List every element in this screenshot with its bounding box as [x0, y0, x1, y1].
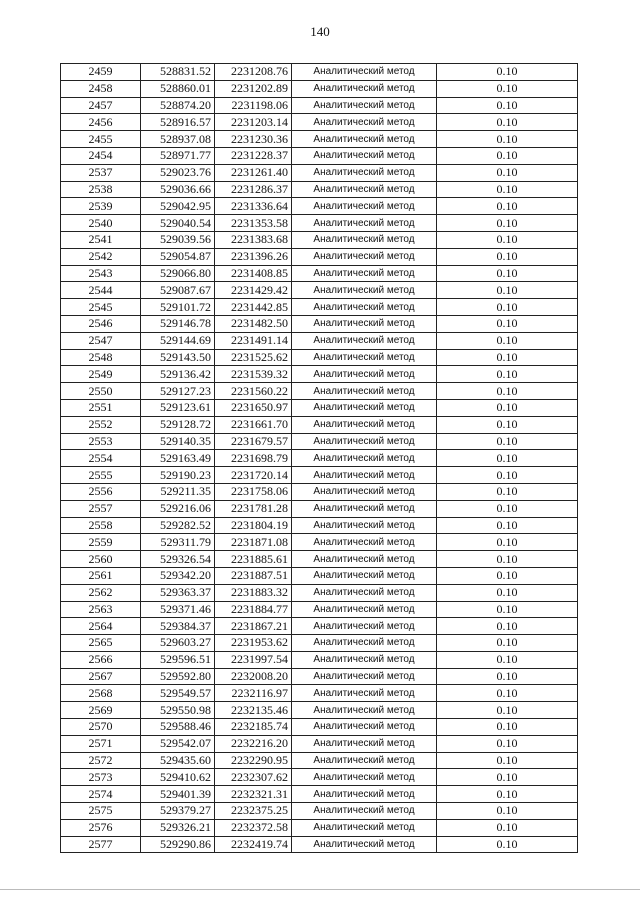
y-coordinate-cell: 2232008.20 — [215, 668, 292, 685]
point-number-cell: 2576 — [61, 819, 141, 836]
accuracy-cell: 0.10 — [437, 500, 578, 517]
method-cell: Аналитический метод — [292, 551, 437, 568]
accuracy-cell: 0.10 — [437, 735, 578, 752]
accuracy-cell: 0.10 — [437, 483, 578, 500]
table-row — [61, 299, 578, 316]
x-coordinate-cell: 529128.72 — [141, 416, 215, 433]
x-coordinate-cell: 528831.52 — [141, 64, 215, 81]
accuracy-cell: 0.10 — [437, 635, 578, 652]
method-cell: Аналитический метод — [292, 231, 437, 248]
x-coordinate-cell: 529282.52 — [141, 517, 215, 534]
table-row — [61, 450, 578, 467]
accuracy-cell: 0.10 — [437, 685, 578, 702]
y-coordinate-cell: 2231758.06 — [215, 483, 292, 500]
accuracy-cell: 0.10 — [437, 366, 578, 383]
y-coordinate-cell: 2231261.40 — [215, 164, 292, 181]
y-coordinate-cell: 2232419.74 — [215, 836, 292, 853]
accuracy-cell: 0.10 — [437, 702, 578, 719]
table-row — [61, 567, 578, 584]
x-coordinate-cell: 529384.37 — [141, 618, 215, 635]
y-coordinate-cell: 2231286.37 — [215, 181, 292, 198]
point-number-cell: 2560 — [61, 551, 141, 568]
x-coordinate-cell: 529216.06 — [141, 500, 215, 517]
x-coordinate-cell: 529127.23 — [141, 383, 215, 400]
x-coordinate-cell: 529146.78 — [141, 315, 215, 332]
x-coordinate-cell: 529143.50 — [141, 349, 215, 366]
table-row — [61, 215, 578, 232]
accuracy-cell: 0.10 — [437, 803, 578, 820]
x-coordinate-cell: 529435.60 — [141, 752, 215, 769]
y-coordinate-cell: 2231661.70 — [215, 416, 292, 433]
method-cell: Аналитический метод — [292, 719, 437, 736]
point-number-cell: 2565 — [61, 635, 141, 652]
table-row — [61, 467, 578, 484]
method-cell: Аналитический метод — [292, 618, 437, 635]
table-row — [61, 383, 578, 400]
accuracy-cell: 0.10 — [437, 651, 578, 668]
table-row — [61, 315, 578, 332]
x-coordinate-cell: 528874.20 — [141, 97, 215, 114]
x-coordinate-cell: 528937.08 — [141, 131, 215, 148]
table-row — [61, 164, 578, 181]
table-row — [61, 349, 578, 366]
x-coordinate-cell: 529592.80 — [141, 668, 215, 685]
table-row — [61, 719, 578, 736]
method-cell: Аналитический метод — [292, 416, 437, 433]
table-row — [61, 114, 578, 131]
x-coordinate-cell: 529311.79 — [141, 534, 215, 551]
y-coordinate-cell: 2232290.95 — [215, 752, 292, 769]
table-row — [61, 198, 578, 215]
table-row — [61, 181, 578, 198]
y-coordinate-cell: 2231482.50 — [215, 315, 292, 332]
accuracy-cell: 0.10 — [437, 265, 578, 282]
point-number-cell: 2542 — [61, 248, 141, 265]
point-number-cell: 2574 — [61, 786, 141, 803]
point-number-cell: 2566 — [61, 651, 141, 668]
point-number-cell: 2573 — [61, 769, 141, 786]
table-row — [61, 147, 578, 164]
point-number-cell: 2541 — [61, 231, 141, 248]
accuracy-cell: 0.10 — [437, 601, 578, 618]
x-coordinate-cell: 528860.01 — [141, 80, 215, 97]
y-coordinate-cell: 2232185.74 — [215, 719, 292, 736]
point-number-cell: 2456 — [61, 114, 141, 131]
method-cell: Аналитический метод — [292, 97, 437, 114]
table-row — [61, 584, 578, 601]
point-number-cell: 2563 — [61, 601, 141, 618]
x-coordinate-cell: 529550.98 — [141, 702, 215, 719]
table-row — [61, 668, 578, 685]
method-cell: Аналитический метод — [292, 64, 437, 81]
table-row — [61, 601, 578, 618]
point-number-cell: 2540 — [61, 215, 141, 232]
coordinates-table — [60, 63, 578, 853]
table-row — [61, 551, 578, 568]
method-cell: Аналитический метод — [292, 433, 437, 450]
y-coordinate-cell: 2231353.58 — [215, 215, 292, 232]
x-coordinate-cell: 529326.21 — [141, 819, 215, 836]
table-row — [61, 836, 578, 853]
y-coordinate-cell: 2231867.21 — [215, 618, 292, 635]
accuracy-cell: 0.10 — [437, 467, 578, 484]
y-coordinate-cell: 2231491.14 — [215, 332, 292, 349]
method-cell: Аналитический метод — [292, 399, 437, 416]
y-coordinate-cell: 2232307.62 — [215, 769, 292, 786]
method-cell: Аналитический метод — [292, 651, 437, 668]
x-coordinate-cell: 529211.35 — [141, 483, 215, 500]
point-number-cell: 2572 — [61, 752, 141, 769]
point-number-cell: 2548 — [61, 349, 141, 366]
accuracy-cell: 0.10 — [437, 567, 578, 584]
point-number-cell: 2458 — [61, 80, 141, 97]
point-number-cell: 2554 — [61, 450, 141, 467]
x-coordinate-cell: 529542.07 — [141, 735, 215, 752]
method-cell: Аналитический метод — [292, 735, 437, 752]
accuracy-cell: 0.10 — [437, 786, 578, 803]
x-coordinate-cell: 529290.86 — [141, 836, 215, 853]
y-coordinate-cell: 2231884.77 — [215, 601, 292, 618]
table-row — [61, 517, 578, 534]
point-number-cell: 2567 — [61, 668, 141, 685]
x-coordinate-cell: 528916.57 — [141, 114, 215, 131]
accuracy-cell: 0.10 — [437, 248, 578, 265]
accuracy-cell: 0.10 — [437, 399, 578, 416]
table-row — [61, 500, 578, 517]
y-coordinate-cell: 2231396.26 — [215, 248, 292, 265]
accuracy-cell: 0.10 — [437, 80, 578, 97]
x-coordinate-cell: 529123.61 — [141, 399, 215, 416]
accuracy-cell: 0.10 — [437, 131, 578, 148]
x-coordinate-cell: 529371.46 — [141, 601, 215, 618]
y-coordinate-cell: 2231203.14 — [215, 114, 292, 131]
accuracy-cell: 0.10 — [437, 534, 578, 551]
x-coordinate-cell: 529040.54 — [141, 215, 215, 232]
accuracy-cell: 0.10 — [437, 215, 578, 232]
method-cell: Аналитический метод — [292, 668, 437, 685]
accuracy-cell: 0.10 — [437, 668, 578, 685]
y-coordinate-cell: 2232116.97 — [215, 685, 292, 702]
method-cell: Аналитический метод — [292, 248, 437, 265]
y-coordinate-cell: 2231336.64 — [215, 198, 292, 215]
point-number-cell: 2538 — [61, 181, 141, 198]
point-number-cell: 2457 — [61, 97, 141, 114]
point-number-cell: 2454 — [61, 147, 141, 164]
method-cell: Аналитический метод — [292, 114, 437, 131]
accuracy-cell: 0.10 — [437, 618, 578, 635]
y-coordinate-cell: 2231383.68 — [215, 231, 292, 248]
point-number-cell: 2564 — [61, 618, 141, 635]
point-number-cell: 2552 — [61, 416, 141, 433]
method-cell: Аналитический метод — [292, 198, 437, 215]
table-row — [61, 618, 578, 635]
method-cell: Аналитический метод — [292, 349, 437, 366]
method-cell: Аналитический метод — [292, 315, 437, 332]
y-coordinate-cell: 2231887.51 — [215, 567, 292, 584]
x-coordinate-cell: 529190.23 — [141, 467, 215, 484]
accuracy-cell: 0.10 — [437, 769, 578, 786]
table-row — [61, 752, 578, 769]
point-number-cell: 2568 — [61, 685, 141, 702]
accuracy-cell: 0.10 — [437, 282, 578, 299]
point-number-cell: 2547 — [61, 332, 141, 349]
table-row — [61, 819, 578, 836]
x-coordinate-cell: 529039.56 — [141, 231, 215, 248]
point-number-cell: 2558 — [61, 517, 141, 534]
point-number-cell: 2559 — [61, 534, 141, 551]
table-row — [61, 282, 578, 299]
y-coordinate-cell: 2231885.61 — [215, 551, 292, 568]
method-cell: Аналитический метод — [292, 366, 437, 383]
point-number-cell: 2557 — [61, 500, 141, 517]
y-coordinate-cell: 2231883.32 — [215, 584, 292, 601]
table-row — [61, 534, 578, 551]
accuracy-cell: 0.10 — [437, 114, 578, 131]
method-cell: Аналитический метод — [292, 483, 437, 500]
method-cell: Аналитический метод — [292, 500, 437, 517]
y-coordinate-cell: 2231408.85 — [215, 265, 292, 282]
method-cell: Аналитический метод — [292, 450, 437, 467]
accuracy-cell: 0.10 — [437, 819, 578, 836]
y-coordinate-cell: 2231698.79 — [215, 450, 292, 467]
method-cell: Аналитический метод — [292, 80, 437, 97]
x-coordinate-cell: 529140.35 — [141, 433, 215, 450]
table-row — [61, 366, 578, 383]
bottom-divider — [0, 889, 640, 890]
point-number-cell: 2455 — [61, 131, 141, 148]
x-coordinate-cell: 529596.51 — [141, 651, 215, 668]
point-number-cell: 2551 — [61, 399, 141, 416]
method-cell: Аналитический метод — [292, 147, 437, 164]
y-coordinate-cell: 2231539.32 — [215, 366, 292, 383]
table-row — [61, 416, 578, 433]
point-number-cell: 2555 — [61, 467, 141, 484]
y-coordinate-cell: 2231871.08 — [215, 534, 292, 551]
x-coordinate-cell: 529588.46 — [141, 719, 215, 736]
x-coordinate-cell: 529036.66 — [141, 181, 215, 198]
method-cell: Аналитический метод — [292, 164, 437, 181]
y-coordinate-cell: 2231953.62 — [215, 635, 292, 652]
point-number-cell: 2562 — [61, 584, 141, 601]
table-body — [61, 64, 578, 853]
accuracy-cell: 0.10 — [437, 164, 578, 181]
point-number-cell: 2549 — [61, 366, 141, 383]
table-row — [61, 265, 578, 282]
table-row — [61, 803, 578, 820]
y-coordinate-cell: 2231202.89 — [215, 80, 292, 97]
y-coordinate-cell: 2232321.31 — [215, 786, 292, 803]
method-cell: Аналитический метод — [292, 467, 437, 484]
table-row — [61, 735, 578, 752]
accuracy-cell: 0.10 — [437, 836, 578, 853]
method-cell: Аналитический метод — [292, 803, 437, 820]
method-cell: Аналитический метод — [292, 534, 437, 551]
y-coordinate-cell: 2231442.85 — [215, 299, 292, 316]
accuracy-cell: 0.10 — [437, 97, 578, 114]
x-coordinate-cell: 529410.62 — [141, 769, 215, 786]
method-cell: Аналитический метод — [292, 383, 437, 400]
point-number-cell: 2543 — [61, 265, 141, 282]
y-coordinate-cell: 2231228.37 — [215, 147, 292, 164]
table-row — [61, 399, 578, 416]
method-cell: Аналитический метод — [292, 332, 437, 349]
method-cell: Аналитический метод — [292, 819, 437, 836]
point-number-cell: 2539 — [61, 198, 141, 215]
accuracy-cell: 0.10 — [437, 198, 578, 215]
point-number-cell: 2544 — [61, 282, 141, 299]
accuracy-cell: 0.10 — [437, 349, 578, 366]
table-row — [61, 483, 578, 500]
table-row — [61, 786, 578, 803]
method-cell: Аналитический метод — [292, 786, 437, 803]
method-cell: Аналитический метод — [292, 265, 437, 282]
method-cell: Аналитический метод — [292, 181, 437, 198]
method-cell: Аналитический метод — [292, 299, 437, 316]
x-coordinate-cell: 529163.49 — [141, 450, 215, 467]
x-coordinate-cell: 529549.57 — [141, 685, 215, 702]
accuracy-cell: 0.10 — [437, 551, 578, 568]
table-row — [61, 635, 578, 652]
x-coordinate-cell: 529066.80 — [141, 265, 215, 282]
accuracy-cell: 0.10 — [437, 181, 578, 198]
y-coordinate-cell: 2231560.22 — [215, 383, 292, 400]
accuracy-cell: 0.10 — [437, 450, 578, 467]
accuracy-cell: 0.10 — [437, 517, 578, 534]
y-coordinate-cell: 2231525.62 — [215, 349, 292, 366]
x-coordinate-cell: 529379.27 — [141, 803, 215, 820]
table-row — [61, 97, 578, 114]
y-coordinate-cell: 2231781.28 — [215, 500, 292, 517]
method-cell: Аналитический метод — [292, 702, 437, 719]
table-row — [61, 131, 578, 148]
point-number-cell: 2553 — [61, 433, 141, 450]
accuracy-cell: 0.10 — [437, 719, 578, 736]
method-cell: Аналитический метод — [292, 836, 437, 853]
y-coordinate-cell: 2231679.57 — [215, 433, 292, 450]
point-number-cell: 2569 — [61, 702, 141, 719]
x-coordinate-cell: 529144.69 — [141, 332, 215, 349]
point-number-cell: 2575 — [61, 803, 141, 820]
x-coordinate-cell: 529342.20 — [141, 567, 215, 584]
point-number-cell: 2577 — [61, 836, 141, 853]
x-coordinate-cell: 529136.42 — [141, 366, 215, 383]
y-coordinate-cell: 2231804.19 — [215, 517, 292, 534]
y-coordinate-cell: 2232375.25 — [215, 803, 292, 820]
y-coordinate-cell: 2232216.20 — [215, 735, 292, 752]
x-coordinate-cell: 529363.37 — [141, 584, 215, 601]
point-number-cell: 2459 — [61, 64, 141, 81]
table-row — [61, 64, 578, 81]
point-number-cell: 2570 — [61, 719, 141, 736]
table-row — [61, 433, 578, 450]
accuracy-cell: 0.10 — [437, 752, 578, 769]
method-cell: Аналитический метод — [292, 752, 437, 769]
x-coordinate-cell: 529101.72 — [141, 299, 215, 316]
y-coordinate-cell: 2231230.36 — [215, 131, 292, 148]
method-cell: Аналитический метод — [292, 685, 437, 702]
accuracy-cell: 0.10 — [437, 332, 578, 349]
table-row — [61, 685, 578, 702]
table-row — [61, 80, 578, 97]
method-cell: Аналитический метод — [292, 282, 437, 299]
method-cell: Аналитический метод — [292, 215, 437, 232]
x-coordinate-cell: 529326.54 — [141, 551, 215, 568]
method-cell: Аналитический метод — [292, 567, 437, 584]
page-number: 140 — [310, 24, 330, 39]
x-coordinate-cell: 529054.87 — [141, 248, 215, 265]
table-row — [61, 651, 578, 668]
point-number-cell: 2556 — [61, 483, 141, 500]
accuracy-cell: 0.10 — [437, 299, 578, 316]
method-cell: Аналитический метод — [292, 584, 437, 601]
table-row — [61, 248, 578, 265]
point-number-cell: 2545 — [61, 299, 141, 316]
table-row — [61, 231, 578, 248]
x-coordinate-cell: 529087.67 — [141, 282, 215, 299]
method-cell: Аналитический метод — [292, 131, 437, 148]
point-number-cell: 2537 — [61, 164, 141, 181]
y-coordinate-cell: 2231198.06 — [215, 97, 292, 114]
y-coordinate-cell: 2231429.42 — [215, 282, 292, 299]
point-number-cell: 2561 — [61, 567, 141, 584]
accuracy-cell: 0.10 — [437, 416, 578, 433]
accuracy-cell: 0.10 — [437, 433, 578, 450]
y-coordinate-cell: 2231650.97 — [215, 399, 292, 416]
method-cell: Аналитический метод — [292, 635, 437, 652]
x-coordinate-cell: 529401.39 — [141, 786, 215, 803]
point-number-cell: 2571 — [61, 735, 141, 752]
x-coordinate-cell: 528971.77 — [141, 147, 215, 164]
table-row — [61, 332, 578, 349]
table-row — [61, 702, 578, 719]
y-coordinate-cell: 2231208.76 — [215, 64, 292, 81]
method-cell: Аналитический метод — [292, 601, 437, 618]
y-coordinate-cell: 2232135.46 — [215, 702, 292, 719]
x-coordinate-cell: 529023.76 — [141, 164, 215, 181]
x-coordinate-cell: 529603.27 — [141, 635, 215, 652]
accuracy-cell: 0.10 — [437, 64, 578, 81]
point-number-cell: 2550 — [61, 383, 141, 400]
accuracy-cell: 0.10 — [437, 315, 578, 332]
accuracy-cell: 0.10 — [437, 584, 578, 601]
y-coordinate-cell: 2231997.54 — [215, 651, 292, 668]
method-cell: Аналитический метод — [292, 517, 437, 534]
method-cell: Аналитический метод — [292, 769, 437, 786]
table-row — [61, 769, 578, 786]
point-number-cell: 2546 — [61, 315, 141, 332]
y-coordinate-cell: 2231720.14 — [215, 467, 292, 484]
accuracy-cell: 0.10 — [437, 231, 578, 248]
y-coordinate-cell: 2232372.58 — [215, 819, 292, 836]
accuracy-cell: 0.10 — [437, 383, 578, 400]
x-coordinate-cell: 529042.95 — [141, 198, 215, 215]
accuracy-cell: 0.10 — [437, 147, 578, 164]
